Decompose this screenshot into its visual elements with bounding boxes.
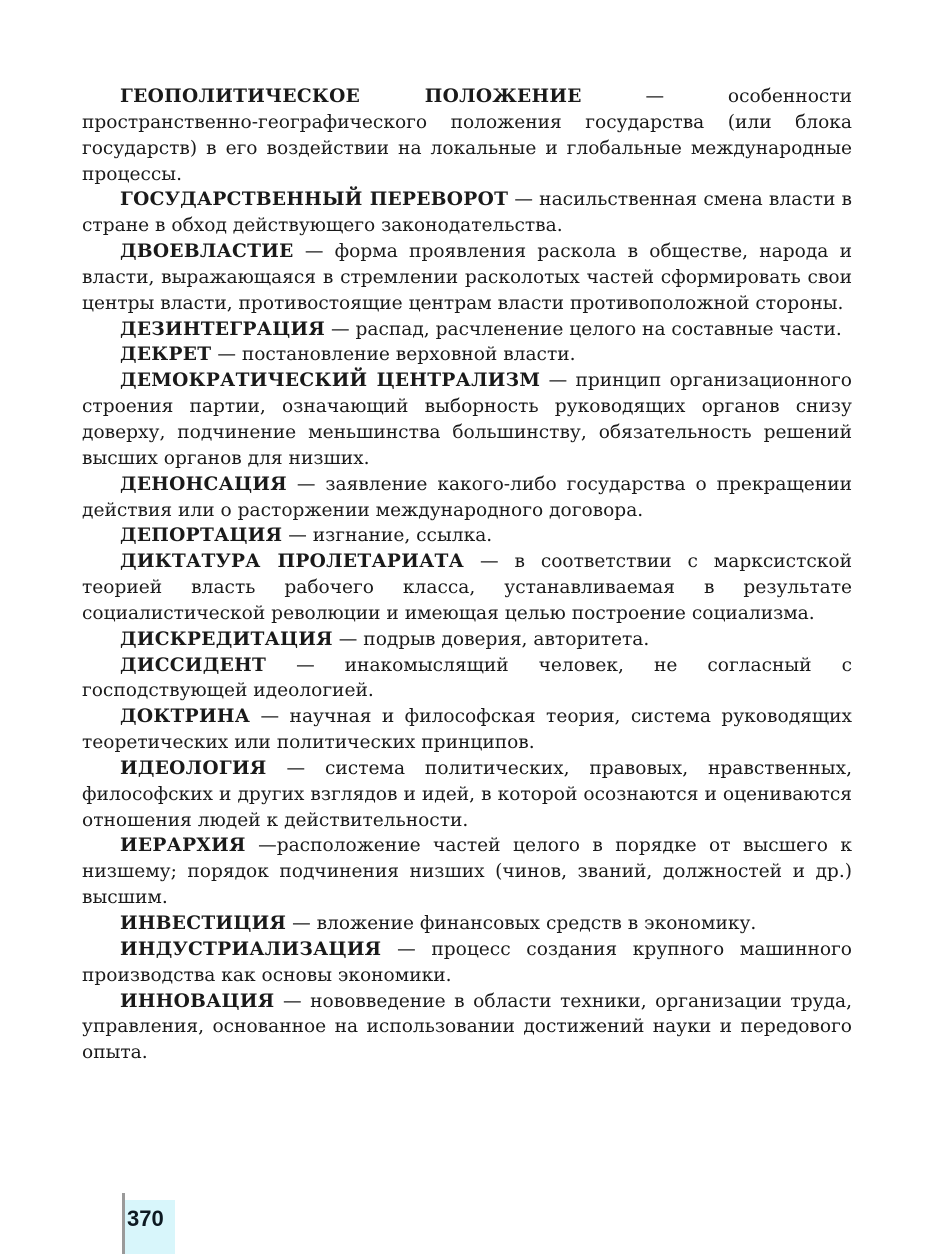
glossary-term: ИНВЕСТИЦИЯ: [120, 913, 287, 934]
glossary-definition: — инакомыслящий человек, не согласный с господствующей идеологией.: [82, 654, 852, 702]
glossary-definition: — нововведение в области техники, организации труда, управления, основанное на использовании достижений науки и передового опыта.: [82, 990, 852, 1064]
glossary-term: ИННОВАЦИЯ: [120, 990, 275, 1012]
page-number: 370: [127, 1206, 164, 1231]
glossary-term: ДЕМОКРАТИЧЕСКИЙ ЦЕНТРАЛИЗМ: [120, 370, 541, 392]
glossary-entry: [82, 523, 852, 549]
glossary-term: ДЕКРЕТ: [120, 344, 212, 366]
glossary-entry: [82, 368, 852, 471]
glossary-definition: — насильственная смена власти в стране в обход действующего законодательства.: [82, 189, 852, 237]
glossary-entry: [82, 911, 852, 937]
glossary-term: ДИССИДЕНТ: [120, 654, 267, 676]
glossary-term: ДИКТАТУРА ПРОЛЕТАРИАТА: [120, 551, 465, 573]
glossary-entry: [82, 937, 852, 989]
glossary-definition: — форма проявления раскола в обществе, народа и власти, выражающаяся в стремлении расколотых частей сформировать свои центры власти, противостоящие центрам власти противоположной стороны.: [82, 241, 852, 314]
glossary-text: [82, 84, 852, 1066]
glossary-definition: — особенности пространственно-географического положения государства (или блока государств) в его воздействии на локальные и глобальные международные процессы.: [82, 86, 852, 185]
glossary-term: ДИСКРЕДИТАЦИЯ: [120, 628, 333, 650]
glossary-entry: [82, 342, 852, 368]
glossary-definition: — вложение финансовых средств в экономику.: [286, 913, 757, 934]
glossary-term: ДЕЗИНТЕГРАЦИЯ: [120, 318, 326, 340]
glossary-term: ДЕПОРТАЦИЯ: [120, 525, 283, 547]
glossary-term: ГЕОПОЛИТИЧЕСКОЕ ПОЛОЖЕНИЕ: [120, 86, 582, 107]
glossary-term: ДЕНОНСАЦИЯ: [120, 473, 287, 495]
glossary-definition: — изгнание, ссылка.: [282, 525, 493, 547]
glossary-entry: [82, 627, 852, 653]
glossary-entry: [82, 653, 852, 705]
glossary-definition: — процесс создания крупного машинного производства как основы экономики.: [82, 938, 852, 986]
glossary-definition: — заявление какого-либо государства о прекращении действия или о расторжении международного договора.: [82, 473, 852, 521]
glossary-entry: [82, 704, 852, 756]
glossary-term: ИДЕОЛОГИЯ: [120, 757, 267, 779]
glossary-definition: — научная и философская теория, система руководящих теоретических или политических принципов.: [82, 706, 852, 754]
glossary-definition: — распад, расчленение целого на составные части.: [325, 318, 842, 340]
glossary-entry: [82, 317, 852, 343]
glossary-definition: — постановление верховной власти.: [211, 344, 576, 366]
glossary-term: ДВОЕВЛАСТИЕ: [120, 241, 294, 263]
glossary-entry: [82, 187, 852, 239]
glossary-entry: [82, 833, 852, 911]
glossary-entry: [82, 549, 852, 627]
glossary-entry: [82, 989, 852, 1067]
glossary-term: ИНДУСТРИАЛИЗАЦИЯ: [120, 938, 382, 960]
glossary-term: ГОСУДАРСТВЕННЫЙ ПЕРЕВОРОТ: [120, 189, 509, 211]
glossary-definition: — система политических, правовых, нравственных, философских и других взглядов и идей, в которой осознаются и оцениваются отношения людей к действительности.: [82, 757, 852, 831]
glossary-entry: [82, 756, 852, 834]
glossary-entry: [82, 84, 852, 187]
glossary-term: ДОКТРИНА: [120, 706, 251, 728]
glossary-entry: [82, 472, 852, 524]
glossary-entry: [82, 239, 852, 317]
glossary-term: ИЕРАРХИЯ: [120, 835, 246, 857]
glossary-definition: — принцип организационного строения партии, означающий выборность руководящих органов снизу доверху, подчинение меньшинства большинству, обязательность решений высших органов для низших.: [82, 370, 852, 469]
glossary-definition: — подрыв доверия, авторитета.: [332, 628, 650, 650]
glossary-definition: — в соответствии с марксистской теорией власть рабочего класса, устанавливаемая в результате социалистической революции и имеющая целью построение социализма.: [82, 551, 853, 624]
glossary-definition: —расположение частей целого в порядке от высшего к низшему; порядок подчинения низших (чинов, званий, должностей и др.) высшим.: [82, 835, 852, 909]
